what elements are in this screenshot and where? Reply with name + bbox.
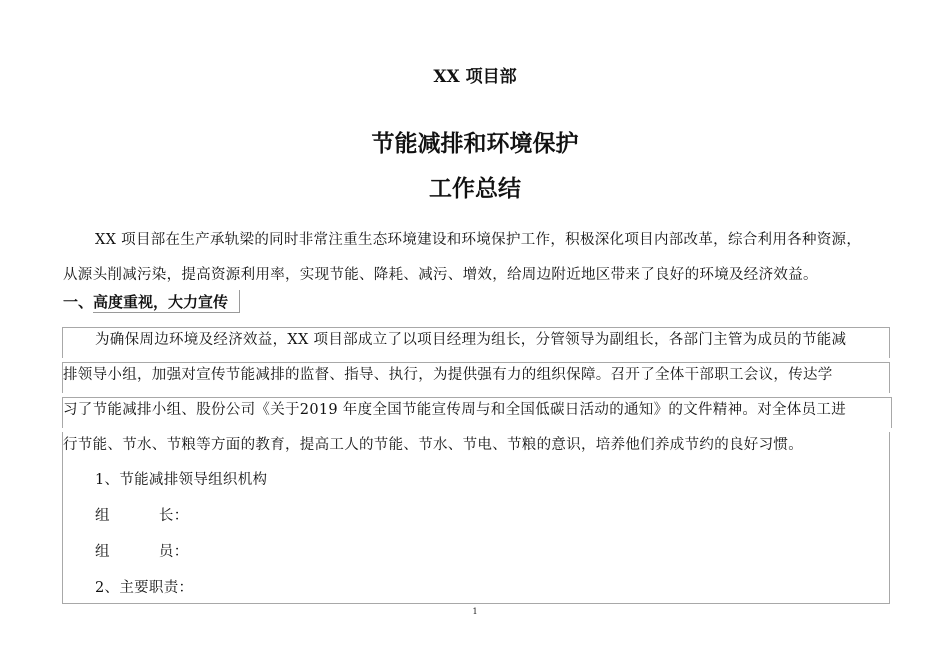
section1-line-1: 为确保周边环境及经济效益，XX 项目部成立了以项目经理为组长，分管领导为副组长，各部门主管为成员的节能减: [95, 332, 847, 348]
section1-line-3: 习了节能减排小组、股份公司《关于2019 年度全国节能宣传周与和全国低碳日活动的通知》的文件精神。对全体员工进: [63, 402, 847, 418]
item1-text: 1、节能减排领导组织机构: [95, 472, 268, 488]
leader-label: 组 长：: [95, 508, 189, 524]
page-number: 1: [472, 607, 478, 616]
section1-line-2: 排领导小组，加强对宣传节能减排的监督、指导、执行，为提供强有力的组织保障。召开了全体干部职工会议，传达学: [63, 367, 833, 383]
intro-line-2: 从源头削减污染，提高资源利用率，实现节能、降耗、减污、增效，给周边附近地区带来了良好的环境及经济效益。: [63, 267, 818, 283]
item2-text: 2、主要职责：: [95, 580, 194, 596]
section1-heading: 一、高度重视，大力宣传: [63, 293, 229, 311]
main-title-line1: 节能减排和环境保护: [371, 130, 579, 157]
org-title: XX 项目部: [433, 67, 517, 87]
member-label: 组 员：: [95, 544, 189, 560]
intro-line-1: XX 项目部在生产承轨梁的同时非常注重生态环境建设和环境保护工作，积极深化项目内部改革，综合利用各种资源，: [95, 232, 862, 248]
section1-line-4: 行节能、节水、节粮等方面的教育，提高工人的节能、节水、节电、节粮的意识，培养他们养成节约的良好习惯。: [63, 437, 803, 453]
main-title-line2: 工作总结: [429, 175, 521, 202]
